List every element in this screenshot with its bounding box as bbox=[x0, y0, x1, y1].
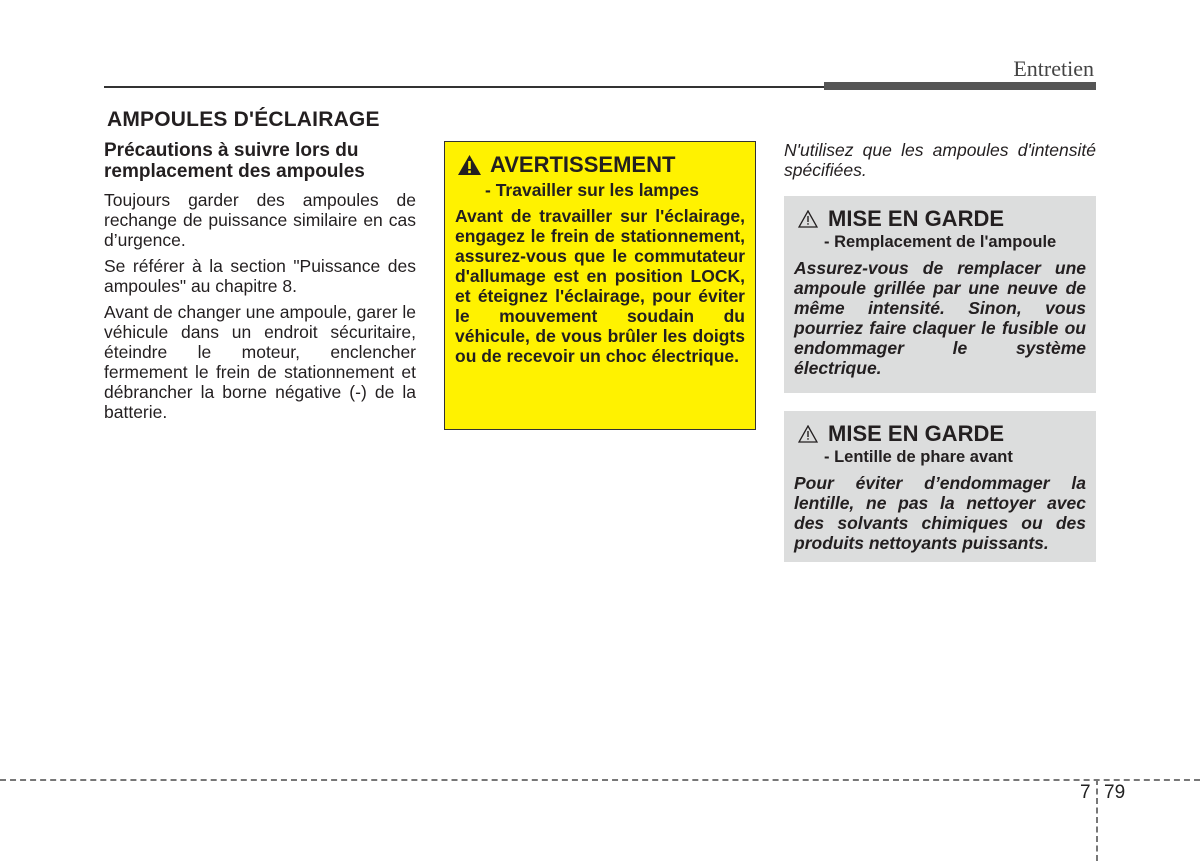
section-title: AMPOULES D'ÉCLAIRAGE bbox=[107, 108, 380, 131]
caution-triangle-icon bbox=[798, 210, 818, 228]
caution-subtitle: - Remplacement de l'ampoule bbox=[824, 233, 1057, 251]
paragraph-before-change: Avant de changer une ampoule, garer le véhicule dans un endroit sécuritaire, éteindre le moteur, enclencher fermement le frein de stationnement et débrancher la borne négative (-) de la batterie. bbox=[104, 302, 416, 422]
warning-title: AVERTISSEMENT bbox=[490, 152, 676, 177]
subsection-title bbox=[104, 140, 416, 182]
warning-subtitle: - Travailler sur les lampes bbox=[485, 180, 700, 200]
header-accent-bar bbox=[824, 82, 1096, 90]
caution-text: Assurez-vous de remplacer une ampoule grillée par une neuve de même intensité. Sinon, vous pourriez faire claquer le fusible ou endommager le système électrique. bbox=[794, 258, 1086, 378]
caution-text: Pour éviter d’endommager la lentille, ne pas la nettoyer avec des solvants chimiques ou des produits nettoyants puissants. bbox=[794, 473, 1086, 553]
caution-header bbox=[798, 206, 1086, 232]
footer-dashed-divider bbox=[1096, 779, 1098, 861]
warning-text: Avant de travailler sur l'éclairage, engagez le frein de stationnement, assurez-vous que le commutateur d'allumage est en position LOCK, et éteignez l'éclairage, pour éviter le mouvement soudain du véhicule, de vous brûler les doigts ou de recevoir un choc électrique. bbox=[455, 206, 745, 366]
bulb-intensity-note: N'utilisez que les ampoules d'intensité spécifiées. bbox=[784, 140, 1096, 180]
caution-subtitle: - Lentille de phare avant bbox=[824, 448, 1013, 466]
chapter-number: 7 bbox=[1080, 782, 1091, 803]
paragraph-spare-bulbs: Toujours garder des ampoules de rechange de puissance similaire en cas d’urgence. bbox=[104, 190, 416, 250]
caution-header bbox=[798, 421, 1086, 447]
warning-box bbox=[444, 141, 756, 430]
header-rule bbox=[104, 86, 824, 88]
subsection-title-line-2: remplacement des ampoules bbox=[104, 161, 365, 182]
footer-dashed-rule bbox=[0, 779, 1200, 781]
left-column bbox=[104, 140, 416, 428]
caution-triangle-icon bbox=[798, 425, 818, 443]
paragraph-reference: Se référer à la section "Puissance des ampoules" au chapitre 8. bbox=[104, 256, 416, 296]
chapter-header-title: Entretien bbox=[1013, 56, 1094, 81]
caution-box-bulb-replacement bbox=[784, 196, 1096, 393]
caution-box-headlamp-lens bbox=[784, 411, 1096, 562]
caution-title: MISE EN GARDE bbox=[828, 421, 1005, 446]
page-number: 79 bbox=[1104, 782, 1126, 803]
subsection-title-line-1: Précautions à suivre lors du bbox=[104, 140, 359, 161]
caution-title: MISE EN GARDE bbox=[828, 206, 1005, 231]
warning-triangle-icon bbox=[457, 154, 482, 176]
warning-header bbox=[457, 152, 745, 178]
